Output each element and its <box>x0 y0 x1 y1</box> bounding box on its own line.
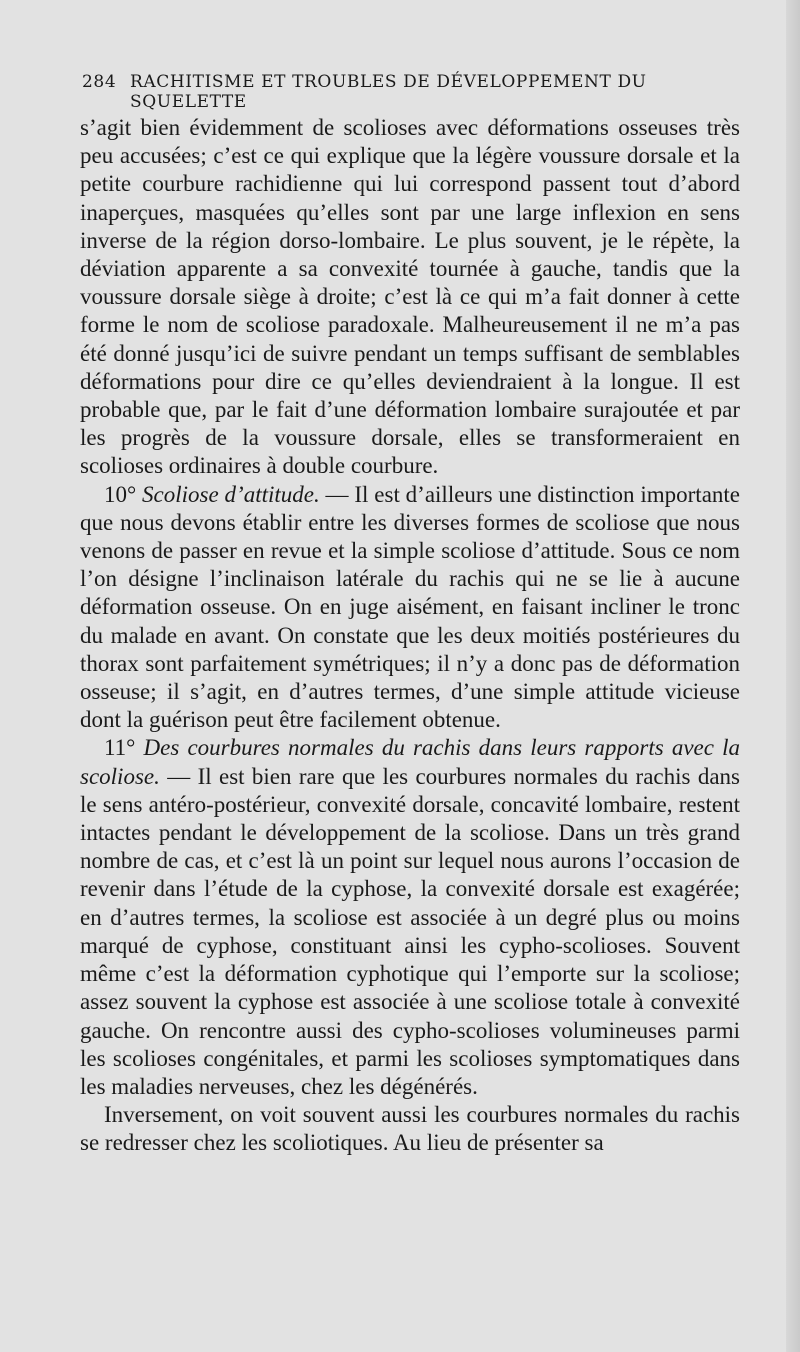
section-number: 10° <box>104 481 137 507</box>
page-edge-shadow <box>786 0 800 1352</box>
section-11-paragraph <box>80 734 740 1101</box>
running-header <box>82 72 742 112</box>
paragraph-text: — Il est d’ailleurs une distinction importante que nous devons établir entre les diverses formes de scoliose que nous venons de passer en revue et la simple scoliose d’attitude. Sous ce nom l’on désigne l’inclinaison latérale du rachis qui ne se lie à aucune déformation osseuse. On en juge aisément, en faisant incliner le tronc du malade en avant. On constate que les deux moitiés postérieures du thorax sont parfaitement symétriques; il n’y a donc pas de déformation osseuse; il s’agit, en d’autres termes, d’une simple attitude vicieuse dont la guérison peut être facilement obtenue. <box>80 481 740 733</box>
section-number: 11° <box>104 735 136 761</box>
body-text <box>80 114 740 1158</box>
section-title: Scoliose d’attitude. <box>142 481 320 507</box>
paragraph-text: Inversement, on voit souvent aussi les courbures normales du rachis se redresser chez les scoliotiques. Au lieu de présenter sa <box>80 1102 740 1156</box>
running-title: RACHITISME ET TROUBLES DE DÉVELOPPEMENT DU SQUELETTE <box>130 72 647 112</box>
page-number: 284 <box>82 72 117 92</box>
section-10-paragraph <box>80 481 740 735</box>
paragraph-continuation <box>80 114 740 481</box>
paragraph-text: — Il est bien rare que les courbures normales du rachis dans le sens antéro-postérieur, convexité dorsale, concavité lombaire, restent intactes pendant le développement de la scoliose. Dans un très grand nombre de cas, et c’est là un point sur lequel nous aurons l’occasion de revenir dans l’étude de la cyphose, la convexité dorsale est exagérée; en d’autres termes, la scoliose est associée à un degré plus ou moins marqué de cyphose, constituant ainsi les cypho-scolioses. Souvent même c’est la déformation cyphotique qui l’emporte sur la scoliose; assez souvent la cyphose est associée à une scoliose totale à convexité gauche. On rencontre aussi des cypho-scolioses volumineuses parmi les scolioses congénitales, et parmi les scolioses symptomatiques dans les maladies nerveuses, chez les dégénérés. <box>80 763 740 1099</box>
paragraph-text: s’agit bien évidemment de scolioses avec déformations osseuses très peu accusées; c’est ce qui explique que la légère voussure dorsale et la petite courbure rachidienne qui lui correspond passent tout d’abord inaperçues, masquées qu’elles sont par une large inflexion en sens inverse de la région dorso-lombaire. Le plus souvent, je le répète, la déviation apparente a sa convexité tournée à gauche, tandis que la voussure dorsale siège à droite; c’est là ce qui m’a fait donner à cette forme le nom de scoliose paradoxale. Malheureusement il ne m’a pas été donné jusqu’ici de suivre pendant un temps suffisant de semblables déformations pour dire ce qu’elles deviendraient à la longue. Il est probable que, par le fait d’une déformation lombaire surajoutée et par les progrès de la voussure dorsale, elles se transformeraient en scolioses ordinaires à double courbure. <box>80 115 740 479</box>
paragraph-inversement <box>80 1101 740 1157</box>
section-title: Des courbures normales du rachis dans leurs rapports avec la scoliose. <box>80 735 740 789</box>
